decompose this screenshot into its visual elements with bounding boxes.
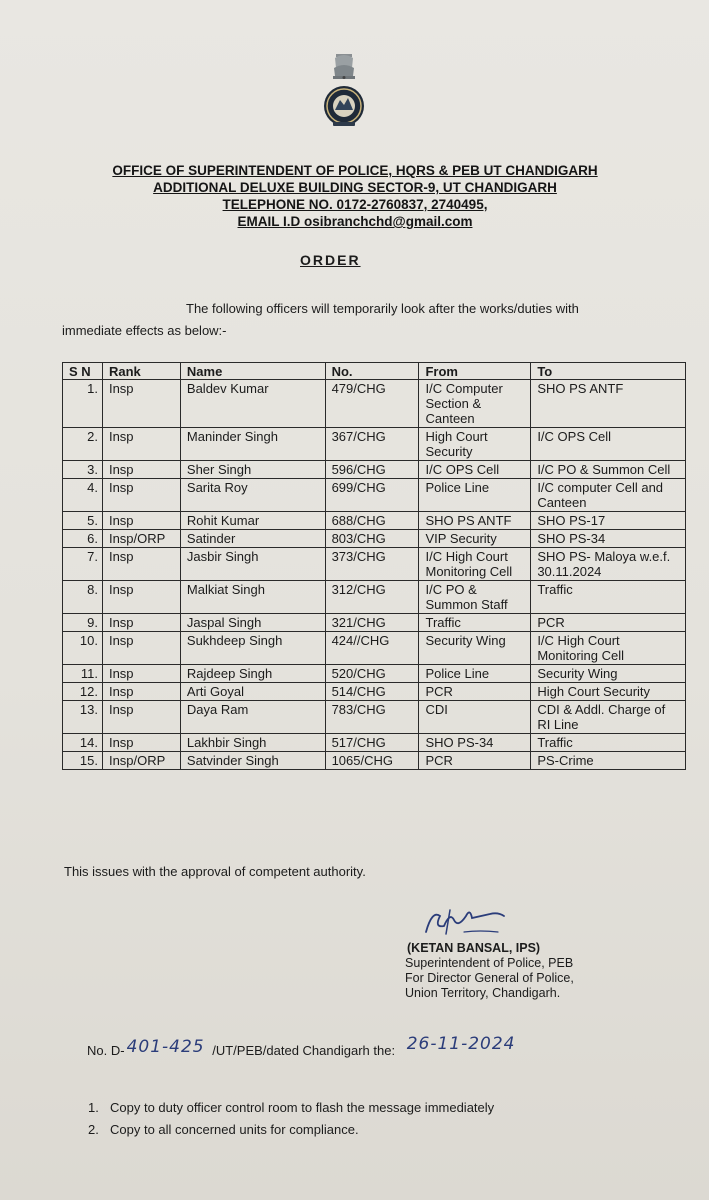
table-header-row (63, 363, 686, 380)
rank-cell: Insp (102, 701, 180, 734)
to-cell: I/C High Court Monitoring Cell (531, 632, 686, 665)
to-cell: Security Wing (531, 665, 686, 683)
column-header: From (419, 363, 531, 380)
rank-cell: Insp (102, 632, 180, 665)
from-cell: I/C Computer Section & Canteen (419, 380, 531, 428)
table-row (63, 548, 686, 581)
table-row (63, 665, 686, 683)
number-cell: 312/CHG (325, 581, 419, 614)
header-office-name: OFFICE OF SUPERINTENDENT OF POLICE, HQRS & PEB UT CHANDIGARH (112, 163, 598, 178)
table-row (63, 614, 686, 632)
office-header (80, 162, 630, 230)
serial-number-cell: 12. (63, 683, 103, 701)
signatory-block (405, 941, 574, 1001)
from-cell: High Court Security (419, 428, 531, 461)
rank-cell: Insp (102, 665, 180, 683)
to-cell: SHO PS- Maloya w.e.f. 30.11.2024 (531, 548, 686, 581)
table-row (63, 428, 686, 461)
to-cell: PCR (531, 614, 686, 632)
serial-number-cell: 15. (63, 752, 103, 770)
number-cell: 596/CHG (325, 461, 419, 479)
signatory-for: For Director General of Police, (405, 971, 574, 985)
name-cell: Jaspal Singh (180, 614, 325, 632)
serial-number-cell: 5. (63, 512, 103, 530)
rank-cell: Insp/ORP (102, 530, 180, 548)
name-cell: Maninder Singh (180, 428, 325, 461)
to-cell: I/C PO & Summon Cell (531, 461, 686, 479)
copy-list (88, 1097, 494, 1141)
serial-number-cell: 3. (63, 461, 103, 479)
to-cell: Traffic (531, 581, 686, 614)
to-cell: High Court Security (531, 683, 686, 701)
serial-number-cell: 14. (63, 734, 103, 752)
from-cell: Police Line (419, 479, 531, 512)
rank-cell: Insp (102, 548, 180, 581)
rank-cell: Insp (102, 380, 180, 428)
list-item: 1. Copy to duty officer control room to flash the message immediately (88, 1100, 495, 1115)
rank-cell: Insp (102, 581, 180, 614)
from-cell: Security Wing (419, 632, 531, 665)
rank-cell: Insp (102, 479, 180, 512)
serial-number-cell: 1. (63, 380, 103, 428)
rank-cell: Insp (102, 428, 180, 461)
signature-icon (420, 902, 510, 940)
header-telephone: TELEPHONE NO. 0172-2760837, 2740495, (222, 197, 488, 212)
table-row (63, 752, 686, 770)
rank-cell: Insp (102, 461, 180, 479)
serial-number-cell: 7. (63, 548, 103, 581)
column-header: S N (63, 363, 103, 380)
intro-line-2: immediate effects as below:- (62, 323, 227, 338)
table-row (63, 683, 686, 701)
number-cell: 1065/CHG (325, 752, 419, 770)
from-cell: I/C High Court Monitoring Cell (419, 548, 531, 581)
number-cell: 321/CHG (325, 614, 419, 632)
serial-number-cell: 9. (63, 614, 103, 632)
number-cell: 367/CHG (325, 428, 419, 461)
intro-paragraph (62, 298, 652, 342)
reference-prefix: No. D- (87, 1043, 125, 1058)
from-cell: I/C OPS Cell (419, 461, 531, 479)
reference-date: 26-11-2024 (406, 1034, 516, 1054)
number-cell: 424//CHG (325, 632, 419, 665)
to-cell: Traffic (531, 734, 686, 752)
name-cell: Rohit Kumar (180, 512, 325, 530)
number-cell: 479/CHG (325, 380, 419, 428)
name-cell: Sarita Roy (180, 479, 325, 512)
serial-number-cell: 4. (63, 479, 103, 512)
to-cell: PS-Crime (531, 752, 686, 770)
intro-line-1: The following officers will temporarily look after the works/duties with (186, 301, 579, 316)
name-cell: Baldev Kumar (180, 380, 325, 428)
from-cell: PCR (419, 752, 531, 770)
column-header: Rank (102, 363, 180, 380)
reference-line (87, 1034, 516, 1060)
number-cell: 514/CHG (325, 683, 419, 701)
from-cell: I/C PO & Summon Staff (419, 581, 531, 614)
table-row (63, 530, 686, 548)
name-cell: Sher Singh (180, 461, 325, 479)
to-cell: I/C OPS Cell (531, 428, 686, 461)
number-cell: 699/CHG (325, 479, 419, 512)
header-email: EMAIL I.D osibranchchd@gmail.com (237, 214, 473, 229)
name-cell: Satinder (180, 530, 325, 548)
name-cell: Lakhbir Singh (180, 734, 325, 752)
reference-number: 401-425 (126, 1037, 205, 1057)
reference-middle: /UT/PEB/dated Chandigarh the: (212, 1043, 396, 1058)
name-cell: Arti Goyal (180, 683, 325, 701)
name-cell: Daya Ram (180, 701, 325, 734)
order-title: ORDER (300, 252, 361, 268)
table-row (63, 581, 686, 614)
column-header: Name (180, 363, 325, 380)
column-header: No. (325, 363, 419, 380)
approval-note: This issues with the approval of competent authority. (64, 864, 366, 879)
officers-table (62, 362, 686, 770)
to-cell: SHO PS ANTF (531, 380, 686, 428)
serial-number-cell: 10. (63, 632, 103, 665)
rank-cell: Insp (102, 512, 180, 530)
rank-cell: Insp (102, 683, 180, 701)
from-cell: SHO PS ANTF (419, 512, 531, 530)
from-cell: PCR (419, 683, 531, 701)
to-cell: CDI & Addl. Charge of RI Line (531, 701, 686, 734)
number-cell: 520/CHG (325, 665, 419, 683)
column-header: To (531, 363, 686, 380)
from-cell: CDI (419, 701, 531, 734)
to-cell: SHO PS-34 (531, 530, 686, 548)
to-cell: I/C computer Cell and Canteen (531, 479, 686, 512)
serial-number-cell: 6. (63, 530, 103, 548)
name-cell: Rajdeep Singh (180, 665, 325, 683)
name-cell: Sukhdeep Singh (180, 632, 325, 665)
table-row (63, 632, 686, 665)
serial-number-cell: 11. (63, 665, 103, 683)
signatory-designation: Superintendent of Police, PEB (405, 956, 574, 970)
signatory-territory: Union Territory, Chandigarh. (405, 986, 561, 1000)
name-cell: Malkiat Singh (180, 581, 325, 614)
table-row (63, 734, 686, 752)
number-cell: 688/CHG (325, 512, 419, 530)
list-item: 2. Copy to all concerned units for compliance. (88, 1122, 359, 1137)
table-row (63, 380, 686, 428)
table-row (63, 701, 686, 734)
serial-number-cell: 8. (63, 581, 103, 614)
signatory-name: (KETAN BANSAL, IPS) (407, 941, 541, 955)
serial-number-cell: 2. (63, 428, 103, 461)
name-cell: Satvinder Singh (180, 752, 325, 770)
serial-number-cell: 13. (63, 701, 103, 734)
number-cell: 803/CHG (325, 530, 419, 548)
emblem-icon (316, 50, 372, 130)
table-row (63, 461, 686, 479)
rank-cell: Insp (102, 614, 180, 632)
to-cell: SHO PS-17 (531, 512, 686, 530)
name-cell: Jasbir Singh (180, 548, 325, 581)
from-cell: SHO PS-34 (419, 734, 531, 752)
number-cell: 517/CHG (325, 734, 419, 752)
from-cell: Police Line (419, 665, 531, 683)
number-cell: 373/CHG (325, 548, 419, 581)
table-row (63, 512, 686, 530)
header-address: ADDITIONAL DELUXE BUILDING SECTOR-9, UT CHANDIGARH (153, 180, 557, 195)
table-row (63, 479, 686, 512)
from-cell: Traffic (419, 614, 531, 632)
number-cell: 783/CHG (325, 701, 419, 734)
rank-cell: Insp/ORP (102, 752, 180, 770)
rank-cell: Insp (102, 734, 180, 752)
from-cell: VIP Security (419, 530, 531, 548)
